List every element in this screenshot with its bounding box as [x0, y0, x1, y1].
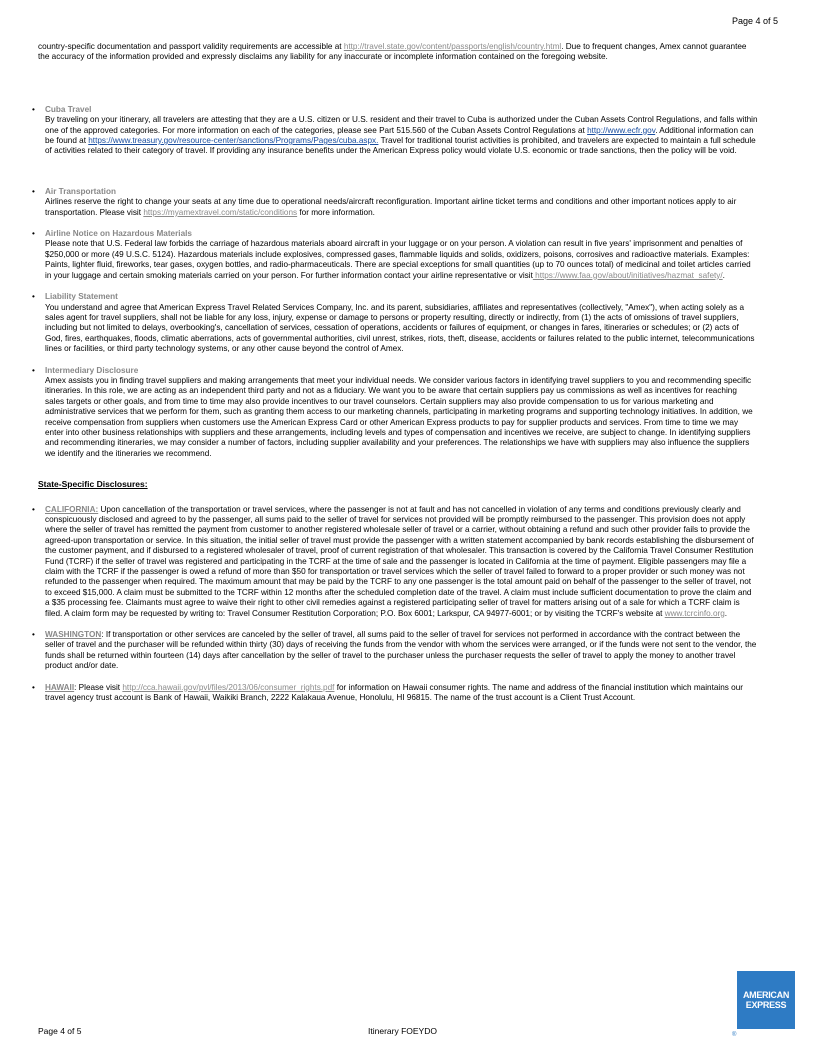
list-item-washington	[38, 630, 758, 672]
state-specific-heading: State-Specific Disclosures:	[38, 479, 148, 490]
hazmat-title: • Airline Notice on Hazardous Materials	[45, 229, 192, 239]
page-number-top: Page 4 of 5	[731, 16, 778, 26]
intermediary-title: • Intermediary Disclosure	[45, 365, 139, 375]
intermediary-text: Amex assists you in finding travel suppliers and making arrangements that meet your individual needs. We consider various factors in identifying travel suppliers to you and recommending specific itineraries. In this role, we are acting as an independent third party and not as a fiduciary. We want you to be aware that certain suppliers pay us commissions as well as incentives for reaching sales targets or other goals, and from time to time may also provide incentives to our travel counselors. Certain suppliers may also provide compensation to us for various marketing and administrative services that we perform for them, such as granting them access to our marketing channels, participating in marketing programs and supporting technology initiatives. In addition, we receive compensation from suppliers when customers use the American Express Card or other American Express products to pay for supplier products and services. From time to time we may enter into other business relationships with suppliers and these arrangements, including levels and types of compensation and incentives we receive, are subject to change. In identifying suppliers and recommending itineraries, we may consider a number of factors, including supplier availability and your preferences. The relationships we have with suppliers may also influence the suppliers we identify and the itineraries we recommend.	[45, 375, 753, 458]
list-item-hawaii: • HAWAII: Please visit http://cca.hawaii.gov/pvl/files/2013/06/consumer_rights.pdf for information on Hawaii consumer rights. The name and address of the financial institution which maintains our travel agency trust account is Bank of Hawaii, Waikiki Branch, 2222 Kalakaua Avenue, Honolulu, HI 96815. The name of the trust account is a Client Trust Account.	[38, 683, 758, 704]
logo-line-2: EXPRESS	[745, 1000, 787, 1010]
list-item-california: • CALIFORNIA: Upon cancellation of the transportation or travel services, where the passenger is not at fault and has not cancelled in violation of any terms and conditions previously clearly and conspicuously disclosed and agreed to by the passenger, all sums paid to the seller of travel for services not provided will be promptly reimbursed to the passenger. This provision does not apply where the seller of travel has remitted the payment from customer to another registered wholesale seller of travel or a carrier, without obtaining a refund and such other provider fails to provide the agreed-upon transportation or service. In this situation, the initial seller of travel must provide the passenger with a written statement accompanied by bank records establishing the disbursement of the customer payment, and if disbursed to a registered wholesaler of travel, proof of current registration of that wholesaler. This transaction is covered by the California Travel Consumer Restitution Fund (TCRF) if the seller of travel was registered and participating in the TCRF at the time of sale and the passenger is located in California at the time of payment. Eligible passengers may file a claim with the TCRF if the passenger is owed a refund of more than $50 for transportation or travel services which the seller of travel failed to forward to a proper provider or such money was not refunded to the passenger when required. The maximum amount that may be paid by the TCRF to any one passenger is the total amount paid on behalf of the passenger to the seller of travel, not to exceed $15,000. A claim must be submitted to the TCRF within 12 months after the scheduled completion date of the travel. A claim must include sufficient documentation to prove the claim and a $35 processing fee. Claimants must agree to waive their right to other civil remedies against a registered participating seller of travel for matters arising out of a sale for which a TCRF claim is filed. A claim form may be requested by writing to: Travel Consumer Restitution Corporation; P.O. Box 6001; Larkspur, CA 94977-6001; or by visiting the TCRF's website at www.tcrcinfo.org.	[38, 505, 758, 619]
liability-title: • Liability Statement	[45, 292, 118, 302]
liability-text: You understand and agree that American Express Travel Related Services Company, Inc. and its parent, subsidiaries, affiliates and representatives (collectively, "Amex"), when acting solely as a sales agent for travel suppliers, shall not be liable for any loss, injury, expense or damage to persons or property resulting, directly or indirectly, from (1) the acts of omissions of travel suppliers, including but not limited to delays, overbooking's, cancellation of services, cessation of operations, accidents or failures of equipment, or changes in fares, itineraries or schedules; or (2) acts of God, fires, earthquakes, floods, climatic aberrations, acts of governmental authorities, civil unrest, strikes, riots, theft, disease, accidents or failures related to the public internet, telecommunications lines or facilities, or third party technology systems, or any other cause beyond the control of Amex.	[45, 302, 755, 354]
cuba-title: • Cuba Travel	[45, 104, 92, 114]
disclosure-list	[38, 105, 758, 459]
air-title: • Air Transportation	[45, 186, 116, 196]
hawaii-text: for information on Hawaii consumer rights. The name and address of the financial institution which maintains our travel agency trust account is Bank of Hawaii, Waikiki Branch, 2222 Kalakaua Avenue, Honolulu, HI 96815. The name of the trust account is a Client Trust Account.	[45, 682, 743, 703]
air-text: Airlines reserve the right to change your seats at any time due to operational needs/aircraft reconfiguration. Important airline ticket terms and conditions and other important notices apply to air transportation. Please visit https://myamextravel.com/static/conditions for more information.	[45, 197, 737, 217]
list-item-liability	[38, 292, 758, 354]
document-body	[38, 42, 758, 704]
list-item-cuba	[38, 105, 758, 157]
amex-logo	[737, 971, 795, 1029]
footer-itinerary: Itinerary FOEYDO	[368, 1026, 437, 1036]
conditions-link[interactable]: https://myamextravel.com/static/conditions	[143, 207, 298, 217]
cuba-text: By traveling on your itinerary, all travelers are attesting that they are a U.S. citizen or U.S. resident and their travel to Cuba is authorized under the Cuban Assets Control Regulations, and falls within one of the approved categories. For more information on each of the categories, please see Part 515.560 of the Cuban Assets Control Regulations at http://www.ecfr.gov. Additional information can be found at https://www.treasury.gov/resource-center/sanctions/Programs/Pages/cuba.aspx. Travel for traditional tourist activities is prohibited, and travelers are expected to maintain a full schedule of activities related to their category of travel. If providing any insurance benefits under the American Express policy would violate U.S. economic or trade sanctions, then the policy will be void.	[45, 115, 758, 156]
hazmat-text: Please note that U.S. Federal law forbids the carriage of hazardous materials aboard aircraft in your luggage or on your person. A violation can result in five years' imprisonment and penalties of $250,000 or more (49 U.S.C. 5124). Hazardous materials include explosives, compressed gases, flammable liquids and solids, oxidizers, poisons, corrosives and radioactive materials. Examples: Paints, lighter fluid, fireworks, tear gases, oxygen bottles, and radio-pharmaceuticals. There are special exceptions for small quantities (up to 70 ounces total) of medicinal and toilet articles carried in your luggage and certain smoking materials carried on your person. For further information contact your airline representative or visit https://www.faa.gov/about/initiatives/hazmat_safety/.	[45, 239, 751, 280]
footer-page-number: Page 4 of 5	[38, 1026, 82, 1036]
ecfr-link[interactable]: http://www.ecfr.gov	[587, 125, 656, 135]
washington-text: : If transportation or other services are canceled by the seller of travel, all sums paid to the seller of travel for services not performed in accordance with the contract between the seller of travel and the purchaser will be refunded within thirty (30) days of receiving the funds from the vendor with whom the services were arranged, or if the funds were not sent to the vendor, the funds shall be returned within fourteen (14) days after cancellation by the seller of travel to the purchaser unless the purchaser requests the seller of travel to apply the money to another travel product and/or date.	[45, 630, 757, 671]
hawaii-label: HAWAII	[45, 682, 75, 692]
passport-country-link[interactable]: http://travel.state.gov/content/passports/english/country.html	[343, 42, 562, 51]
faa-hazmat-link[interactable]: https://www.faa.gov/about/initiatives/hazmat_safety/	[532, 270, 723, 280]
hawaii-consumer-rights-link[interactable]: http://cca.hawaii.gov/pvl/files/2013/06/consumer_rights.pdf	[122, 682, 335, 692]
california-label: CALIFORNIA:	[45, 504, 99, 514]
tcrf-link[interactable]: www.tcrcinfo.org	[664, 608, 725, 618]
washington-label: WASHINGTON	[45, 630, 102, 640]
california-text: Upon cancellation of the transportation or travel services, where the passenger is not at fault and has not cancelled in violation of any terms and conditions previously clearly and conspicuously disclosed and agreed to by the passenger, all sums paid to the seller of travel for services not provided will be promptly reimbursed to the passenger. This provision does not apply where the seller of travel has remitted the payment from customer to another registered wholesale seller of travel or a carrier, without obtaining a refund and such other provider fails to provide the agreed-upon transportation or service. In this situation, the initial seller of travel must provide the passenger with a written statement accompanied by bank records establishing the disbursement of the customer payment, and if disbursed to a registered wholesaler of travel, proof of current registration of that wholesaler. This transaction is covered by the California Travel Consumer Restitution Fund (TCRF) if the seller of travel was registered and participating in the TCRF at the time of sale and the passenger is located in California at the time of payment. Eligible passengers may file a claim with the TCRF if the passenger is owed a refund of more than $50 for transportation or travel services which the seller of travel failed to forward to a proper provider or such money was not refunded to the passenger when required. The maximum amount that may be paid by the TCRF to any one passenger is the total amount paid on behalf of the passenger to the seller of travel, not to exceed $15,000. A claim must be submitted to the TCRF within 12 months after the scheduled completion date of the travel. A claim must include sufficient documentation to prove the claim and a $35 processing fee. Claimants must agree to waive their right to other civil remedies against a registered participating seller of travel for matters arising out of a sale for which a TCRF claim is filed. A claim form may be requested by writing to: Travel Consumer Restitution Corporation; P.O. Box 6001; Larkspur, CA 94977-6001; or by visiting the TCRF's website at	[45, 504, 754, 618]
list-item-air	[38, 187, 758, 218]
list-item-intermediary	[38, 366, 758, 460]
treasury-link[interactable]: https://www.treasury.gov/resource-center/sanctions/Programs/Pages/cuba.aspx.	[88, 136, 379, 146]
logo-line-1: AMERICAN	[742, 990, 790, 1000]
intro-paragraph: country-specific documentation and passport validity requirements are accessible at http://travel.state.gov/content/passports/english/country.html. Due to frequent changes, Amex cannot guarantee the accuracy of the information provided and expressly disclaims any liability for any inaccurate or incomplete information contained on the foregoing website.	[38, 42, 747, 62]
state-list	[38, 505, 758, 704]
registered-mark: ®	[732, 1032, 737, 1038]
list-item-hazmat	[38, 229, 758, 281]
